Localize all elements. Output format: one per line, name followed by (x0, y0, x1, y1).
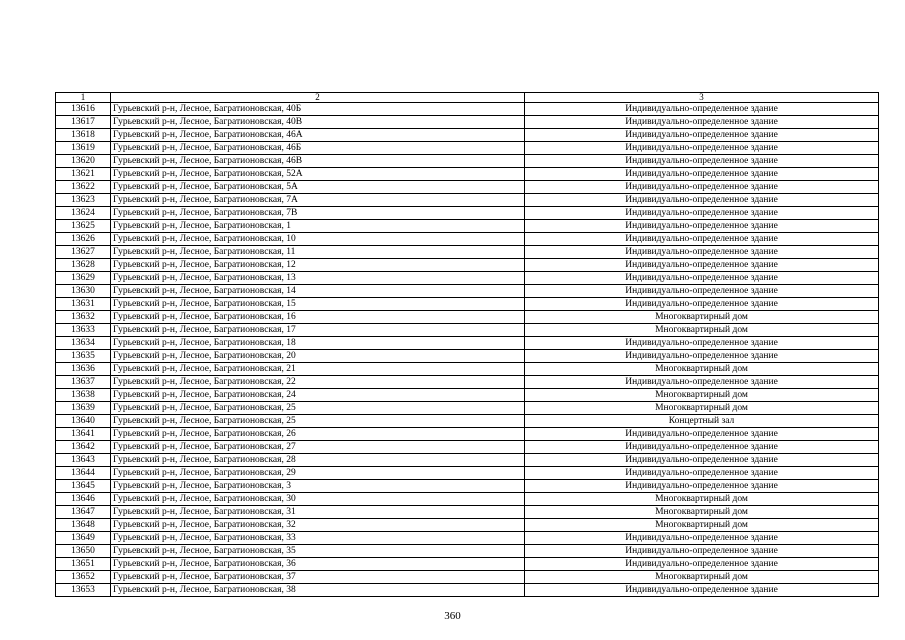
address-cell: Гурьевский р-н, Лесное, Багратионовская, 52А (111, 168, 525, 181)
object-type-cell: Индивидуально-определенное здание (525, 220, 879, 233)
object-type-cell: Индивидуально-определенное здание (525, 584, 879, 597)
row-number-cell: 13621 (56, 168, 111, 181)
row-number-cell: 13624 (56, 207, 111, 220)
row-number-cell: 13623 (56, 194, 111, 207)
address-cell: Гурьевский р-н, Лесное, Багратионовская, 15 (111, 298, 525, 311)
object-type-cell: Многоквартирный дом (525, 324, 879, 337)
table-row (56, 376, 879, 389)
object-type-cell: Индивидуально-определенное здание (525, 155, 879, 168)
address-cell: Гурьевский р-н, Лесное, Багратионовская, 3 (111, 480, 525, 493)
row-number-cell: 13617 (56, 116, 111, 129)
table-row (56, 428, 879, 441)
row-number-cell: 13651 (56, 558, 111, 571)
registry-table (55, 92, 879, 597)
row-number-cell: 13640 (56, 415, 111, 428)
object-type-cell: Многоквартирный дом (525, 506, 879, 519)
address-cell: Гурьевский р-н, Лесное, Багратионовская, 7В (111, 207, 525, 220)
row-number-cell: 13618 (56, 129, 111, 142)
row-number-cell: 13620 (56, 155, 111, 168)
address-cell: Гурьевский р-н, Лесное, Багратионовская, 31 (111, 506, 525, 519)
table-row (56, 480, 879, 493)
table-row (56, 454, 879, 467)
row-number-cell: 13638 (56, 389, 111, 402)
table-row (56, 519, 879, 532)
object-type-cell: Многоквартирный дом (525, 363, 879, 376)
address-cell: Гурьевский р-н, Лесное, Багратионовская, 13 (111, 272, 525, 285)
row-number-cell: 13627 (56, 246, 111, 259)
row-number-cell: 13629 (56, 272, 111, 285)
table-row (56, 181, 879, 194)
address-cell: Гурьевский р-н, Лесное, Багратионовская, 24 (111, 389, 525, 402)
row-number-cell: 13649 (56, 532, 111, 545)
object-type-cell: Индивидуально-определенное здание (525, 168, 879, 181)
object-type-cell: Многоквартирный дом (525, 311, 879, 324)
address-cell: Гурьевский р-н, Лесное, Багратионовская, 25 (111, 402, 525, 415)
object-type-cell: Индивидуально-определенное здание (525, 428, 879, 441)
table-row (56, 363, 879, 376)
table-row (56, 155, 879, 168)
object-type-cell: Индивидуально-определенное здание (525, 116, 879, 129)
address-cell: Гурьевский р-н, Лесное, Багратионовская, 27 (111, 441, 525, 454)
address-cell: Гурьевский р-н, Лесное, Багратионовская, 46Б (111, 142, 525, 155)
row-number-cell: 13628 (56, 259, 111, 272)
row-number-cell: 13616 (56, 103, 111, 116)
object-type-cell: Индивидуально-определенное здание (525, 558, 879, 571)
object-type-cell: Индивидуально-определенное здание (525, 259, 879, 272)
address-cell: Гурьевский р-н, Лесное, Багратионовская, 21 (111, 363, 525, 376)
address-cell: Гурьевский р-н, Лесное, Багратионовская, 16 (111, 311, 525, 324)
object-type-cell: Многоквартирный дом (525, 389, 879, 402)
object-type-cell: Индивидуально-определенное здание (525, 233, 879, 246)
row-number-cell: 13637 (56, 376, 111, 389)
row-number-cell: 13634 (56, 337, 111, 350)
address-cell: Гурьевский р-н, Лесное, Багратионовская, 11 (111, 246, 525, 259)
row-number-cell: 13622 (56, 181, 111, 194)
object-type-cell: Многоквартирный дом (525, 402, 879, 415)
object-type-cell: Индивидуально-определенное здание (525, 181, 879, 194)
object-type-cell: Индивидуально-определенное здание (525, 103, 879, 116)
table-row (56, 571, 879, 584)
row-number-cell: 13647 (56, 506, 111, 519)
table-row (56, 467, 879, 480)
address-cell: Гурьевский р-н, Лесное, Багратионовская, 40Б (111, 103, 525, 116)
address-cell: Гурьевский р-н, Лесное, Багратионовская, 29 (111, 467, 525, 480)
header-row (56, 93, 879, 103)
row-number-cell: 13625 (56, 220, 111, 233)
object-type-cell: Индивидуально-определенное здание (525, 298, 879, 311)
table-row (56, 142, 879, 155)
object-type-cell: Индивидуально-определенное здание (525, 532, 879, 545)
page-number: 360 (444, 610, 461, 622)
object-type-cell: Индивидуально-определенное здание (525, 142, 879, 155)
table-row (56, 545, 879, 558)
table-header (56, 93, 879, 103)
object-type-cell: Индивидуально-определенное здание (525, 480, 879, 493)
column-header-3: 3 (525, 93, 879, 103)
object-type-cell: Индивидуально-определенное здание (525, 467, 879, 480)
address-cell: Гурьевский р-н, Лесное, Багратионовская, 18 (111, 337, 525, 350)
address-cell: Гурьевский р-н, Лесное, Багратионовская, 5А (111, 181, 525, 194)
table-row (56, 415, 879, 428)
table-row (56, 285, 879, 298)
table-row (56, 493, 879, 506)
object-type-cell: Индивидуально-определенное здание (525, 545, 879, 558)
address-cell: Гурьевский р-н, Лесное, Багратионовская, 20 (111, 350, 525, 363)
table-body (56, 103, 879, 597)
object-type-cell: Индивидуально-определенное здание (525, 376, 879, 389)
table-row (56, 311, 879, 324)
row-number-cell: 13653 (56, 584, 111, 597)
address-cell: Гурьевский р-н, Лесное, Багратионовская, 30 (111, 493, 525, 506)
address-cell: Гурьевский р-н, Лесное, Багратионовская, 37 (111, 571, 525, 584)
object-type-cell: Концертный зал (525, 415, 879, 428)
address-cell: Гурьевский р-н, Лесное, Багратионовская, 7А (111, 194, 525, 207)
row-number-cell: 13619 (56, 142, 111, 155)
table-row (56, 441, 879, 454)
address-cell: Гурьевский р-н, Лесное, Багратионовская, 17 (111, 324, 525, 337)
row-number-cell: 13632 (56, 311, 111, 324)
table-row (56, 584, 879, 597)
address-cell: Гурьевский р-н, Лесное, Багратионовская, 40В (111, 116, 525, 129)
table-row (56, 389, 879, 402)
table-row (56, 116, 879, 129)
object-type-cell: Многоквартирный дом (525, 571, 879, 584)
object-type-cell: Индивидуально-определенное здание (525, 194, 879, 207)
object-type-cell: Многоквартирный дом (525, 519, 879, 532)
row-number-cell: 13639 (56, 402, 111, 415)
object-type-cell: Индивидуально-определенное здание (525, 272, 879, 285)
address-cell: Гурьевский р-н, Лесное, Багратионовская, 46А (111, 129, 525, 142)
row-number-cell: 13633 (56, 324, 111, 337)
table-row (56, 233, 879, 246)
object-type-cell: Индивидуально-определенное здание (525, 285, 879, 298)
row-number-cell: 13643 (56, 454, 111, 467)
table-row (56, 506, 879, 519)
row-number-cell: 13630 (56, 285, 111, 298)
object-type-cell: Индивидуально-определенное здание (525, 350, 879, 363)
object-type-cell: Индивидуально-определенное здание (525, 207, 879, 220)
object-type-cell: Индивидуально-определенное здание (525, 129, 879, 142)
table-row (56, 246, 879, 259)
address-cell: Гурьевский р-н, Лесное, Багратионовская, 46В (111, 155, 525, 168)
row-number-cell: 13635 (56, 350, 111, 363)
table-row (56, 272, 879, 285)
row-number-cell: 13646 (56, 493, 111, 506)
table-row (56, 402, 879, 415)
row-number-cell: 13645 (56, 480, 111, 493)
row-number-cell: 13641 (56, 428, 111, 441)
row-number-cell: 13636 (56, 363, 111, 376)
table-row (56, 220, 879, 233)
address-cell: Гурьевский р-н, Лесное, Багратионовская, 33 (111, 532, 525, 545)
address-cell: Гурьевский р-н, Лесное, Багратионовская, 14 (111, 285, 525, 298)
column-header-1: 1 (56, 93, 111, 103)
address-cell: Гурьевский р-н, Лесное, Багратионовская, 32 (111, 519, 525, 532)
address-cell: Гурьевский р-н, Лесное, Багратионовская, 22 (111, 376, 525, 389)
table-row (56, 207, 879, 220)
address-cell: Гурьевский р-н, Лесное, Багратионовская, 12 (111, 259, 525, 272)
object-type-cell: Индивидуально-определенное здание (525, 441, 879, 454)
row-number-cell: 13648 (56, 519, 111, 532)
table-row (56, 194, 879, 207)
row-number-cell: 13642 (56, 441, 111, 454)
row-number-cell: 13644 (56, 467, 111, 480)
address-cell: Гурьевский р-н, Лесное, Багратионовская, 36 (111, 558, 525, 571)
address-cell: Гурьевский р-н, Лесное, Багратионовская, 1 (111, 220, 525, 233)
row-number-cell: 13631 (56, 298, 111, 311)
row-number-cell: 13652 (56, 571, 111, 584)
address-cell: Гурьевский р-н, Лесное, Багратионовская, 35 (111, 545, 525, 558)
address-cell: Гурьевский р-н, Лесное, Багратионовская, 26 (111, 428, 525, 441)
table-row (56, 298, 879, 311)
column-header-2: 2 (111, 93, 525, 103)
table-row (56, 337, 879, 350)
address-cell: Гурьевский р-н, Лесное, Багратионовская, 25 (111, 415, 525, 428)
address-cell: Гурьевский р-н, Лесное, Багратионовская, 10 (111, 233, 525, 246)
address-cell: Гурьевский р-н, Лесное, Багратионовская, 38 (111, 584, 525, 597)
table-row (56, 103, 879, 116)
row-number-cell: 13626 (56, 233, 111, 246)
object-type-cell: Индивидуально-определенное здание (525, 337, 879, 350)
table-row (56, 324, 879, 337)
table-row (56, 259, 879, 272)
object-type-cell: Индивидуально-определенное здание (525, 246, 879, 259)
object-type-cell: Индивидуально-определенное здание (525, 454, 879, 467)
table-row (56, 129, 879, 142)
table-row (56, 558, 879, 571)
table-row (56, 350, 879, 363)
row-number-cell: 13650 (56, 545, 111, 558)
table-row (56, 532, 879, 545)
object-type-cell: Многоквартирный дом (525, 493, 879, 506)
table-row (56, 168, 879, 181)
address-cell: Гурьевский р-н, Лесное, Багратионовская, 28 (111, 454, 525, 467)
